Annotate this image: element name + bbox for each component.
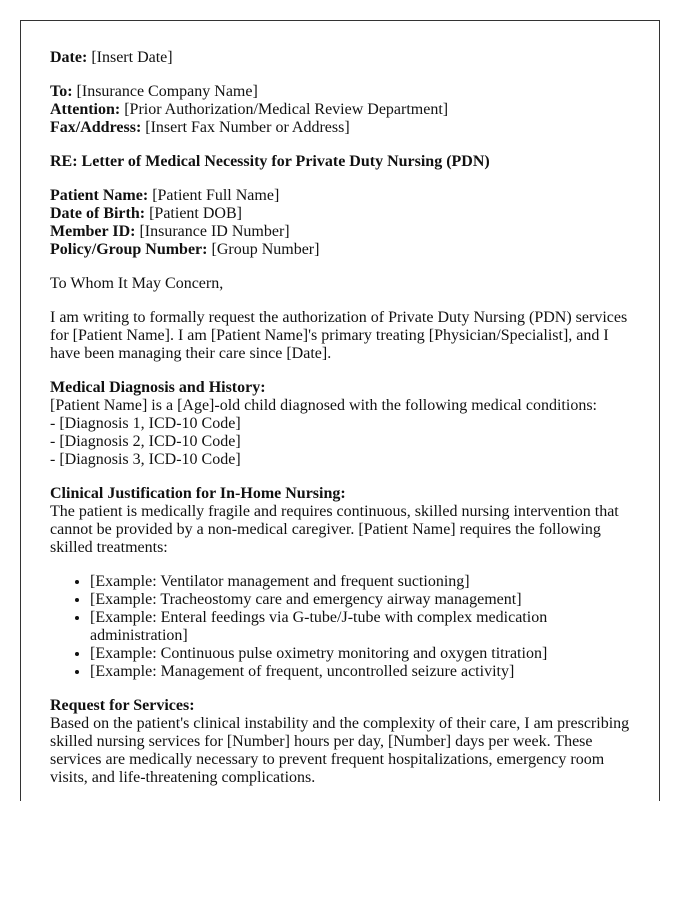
to-line xyxy=(50,83,640,101)
patient-block xyxy=(50,187,640,259)
treatment-item: • [Example: Tracheostomy care and emergency airway management] xyxy=(90,591,640,609)
request-title: Request for Services: xyxy=(50,697,195,714)
treatment-item: • [Example: Continuous pulse oximetry monitoring and oxygen titration] xyxy=(90,645,640,663)
intro-paragraph: I am writing to formally request the authorization of Private Duty Nursing (PDN) services for [Patient Name]. I am [Patient Name]'s primary treating [Physician/Specialist], and I have been managing their care since [Date]. xyxy=(50,309,628,362)
dob-value: [Patient DOB] xyxy=(149,205,242,222)
fax-label: Fax/Address: xyxy=(50,119,142,136)
diagnosis-item: - [Diagnosis 1, ICD-10 Code] xyxy=(50,415,241,432)
justification-section xyxy=(50,485,640,557)
diagnosis-section xyxy=(50,379,640,469)
treatment-item: • [Example: Management of frequent, uncontrolled seizure activity] xyxy=(90,663,640,681)
policy-line xyxy=(50,241,640,259)
request-section xyxy=(50,697,640,787)
to-label: To: xyxy=(50,83,73,100)
fax-line xyxy=(50,119,640,137)
fax-value: [Insert Fax Number or Address] xyxy=(145,119,350,136)
treatments-list xyxy=(50,573,640,681)
patient-name-label: Patient Name: xyxy=(50,187,149,204)
request-text: Based on the patient's clinical instability and the complexity of their care, I am prescribing skilled nursing services for [Number] hours per day, [Number] days per week. These services are medically necessary to prevent frequent hospitalizations, emergency room visits, and life-threatening complications. xyxy=(50,715,630,786)
letter-page xyxy=(20,20,660,801)
diagnosis-intro: [Patient Name] is a [Age]-old child diagnosed with the following medical conditions: xyxy=(50,397,597,414)
member-id-line xyxy=(50,223,640,241)
salutation: To Whom It May Concern, xyxy=(50,275,224,292)
policy-label: Policy/Group Number: xyxy=(50,241,208,258)
diagnosis-title: Medical Diagnosis and History: xyxy=(50,379,266,396)
justification-text: The patient is medically fragile and requires continuous, skilled nursing intervention that cannot be provided by a non-medical caregiver. [Patient Name] requires the following skilled treatments: xyxy=(50,503,619,556)
date-block xyxy=(50,49,640,67)
patient-name-value: [Patient Full Name] xyxy=(152,187,280,204)
justification-title: Clinical Justification for In-Home Nursing: xyxy=(50,485,346,502)
treatment-item: • [Example: Enteral feedings via G-tube/J-tube with complex medication administration] xyxy=(90,609,640,645)
dob-label: Date of Birth: xyxy=(50,205,146,222)
treatment-item: • [Example: Ventilator management and frequent suctioning] xyxy=(90,573,640,591)
attention-label: Attention: xyxy=(50,101,121,118)
letter-content xyxy=(50,49,640,801)
date-value: [Insert Date] xyxy=(91,49,173,66)
to-value: [Insurance Company Name] xyxy=(76,83,258,100)
diagnosis-item: - [Diagnosis 3, ICD-10 Code] xyxy=(50,451,241,468)
member-id-label: Member ID: xyxy=(50,223,136,240)
recipient-block xyxy=(50,83,640,137)
attention-line xyxy=(50,101,640,119)
date-label: Date: xyxy=(50,49,88,66)
subject-line xyxy=(50,153,640,171)
member-id-value: [Insurance ID Number] xyxy=(139,223,290,240)
diagnosis-item: - [Diagnosis 2, ICD-10 Code] xyxy=(50,433,241,450)
policy-value: [Group Number] xyxy=(211,241,320,258)
patient-name-line xyxy=(50,187,640,205)
attention-value: [Prior Authorization/Medical Review Department] xyxy=(124,101,449,118)
dob-line xyxy=(50,205,640,223)
subject-text: RE: Letter of Medical Necessity for Private Duty Nursing (PDN) xyxy=(50,153,490,170)
